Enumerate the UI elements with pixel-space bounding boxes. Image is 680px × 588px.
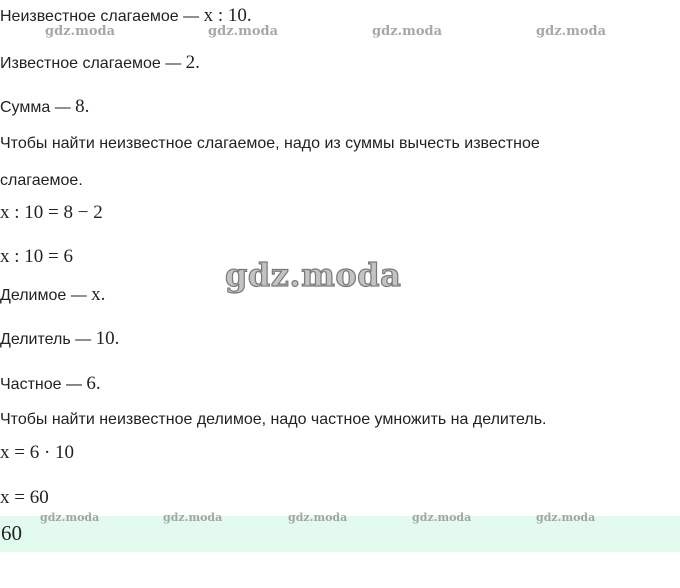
- punctuation: .: [195, 52, 200, 73]
- equation-3: [0, 443, 74, 463]
- punctuation: .: [84, 96, 90, 117]
- line-text: Частное —: [0, 376, 87, 393]
- watermark: gdz.moda: [372, 24, 443, 39]
- watermark: gdz.moda: [163, 511, 223, 524]
- answer-value: 60: [1, 521, 22, 545]
- math-expression: x = 60: [0, 487, 49, 508]
- watermark: gdz.moda: [536, 511, 596, 524]
- punctuation: .: [114, 328, 120, 349]
- punctuation: .: [95, 373, 101, 394]
- equation-4: [0, 488, 49, 508]
- punctuation: .: [100, 284, 106, 305]
- line-text: слагаемое.: [0, 172, 83, 189]
- math-expression: 8: [75, 96, 85, 117]
- line-quotient: [0, 374, 101, 395]
- watermark-large: gdz.moda: [225, 256, 402, 294]
- math-expression: x : 10: [203, 5, 247, 26]
- line-text: Чтобы найти неизвестное делимое, надо частное умножить на делитель.: [0, 411, 547, 428]
- watermark: gdz.moda: [208, 24, 279, 39]
- math-expression: x : 10 = 8 − 2: [0, 202, 103, 223]
- line-text: Сумма —: [0, 99, 76, 116]
- watermark: gdz.moda: [288, 511, 348, 524]
- line-sum: [0, 97, 89, 118]
- line-text: Неизвестное слагаемое —: [0, 8, 204, 25]
- math-expression: 6: [86, 373, 96, 394]
- rule-find-dividend: [0, 410, 546, 430]
- line-dividend: [0, 285, 105, 306]
- watermark: gdz.moda: [40, 511, 100, 524]
- math-expression: 10: [95, 328, 115, 349]
- punctuation: .: [246, 5, 252, 26]
- math-expression: x = 6 · 10: [0, 442, 75, 463]
- line-text: Известное слагаемое —: [0, 55, 186, 72]
- watermark: gdz.moda: [412, 511, 472, 524]
- line-known-addend: [0, 53, 200, 74]
- line-text: Делимое —: [0, 287, 92, 304]
- equation-2: [0, 247, 73, 267]
- line-text: Чтобы найти неизвестное слагаемое, надо из суммы вычесть известное: [0, 135, 540, 152]
- watermark: gdz.moda: [45, 24, 116, 39]
- math-expression: x : 10 = 6: [0, 246, 73, 267]
- math-expression: 2: [185, 52, 196, 73]
- equation-1: [0, 203, 103, 223]
- line-text: Делитель —: [0, 331, 96, 348]
- watermark: gdz.moda: [536, 24, 607, 39]
- rule-find-addend: [0, 134, 540, 154]
- rule-find-addend-cont: [0, 171, 83, 191]
- line-divisor: [0, 329, 119, 350]
- math-expression: x: [91, 284, 101, 305]
